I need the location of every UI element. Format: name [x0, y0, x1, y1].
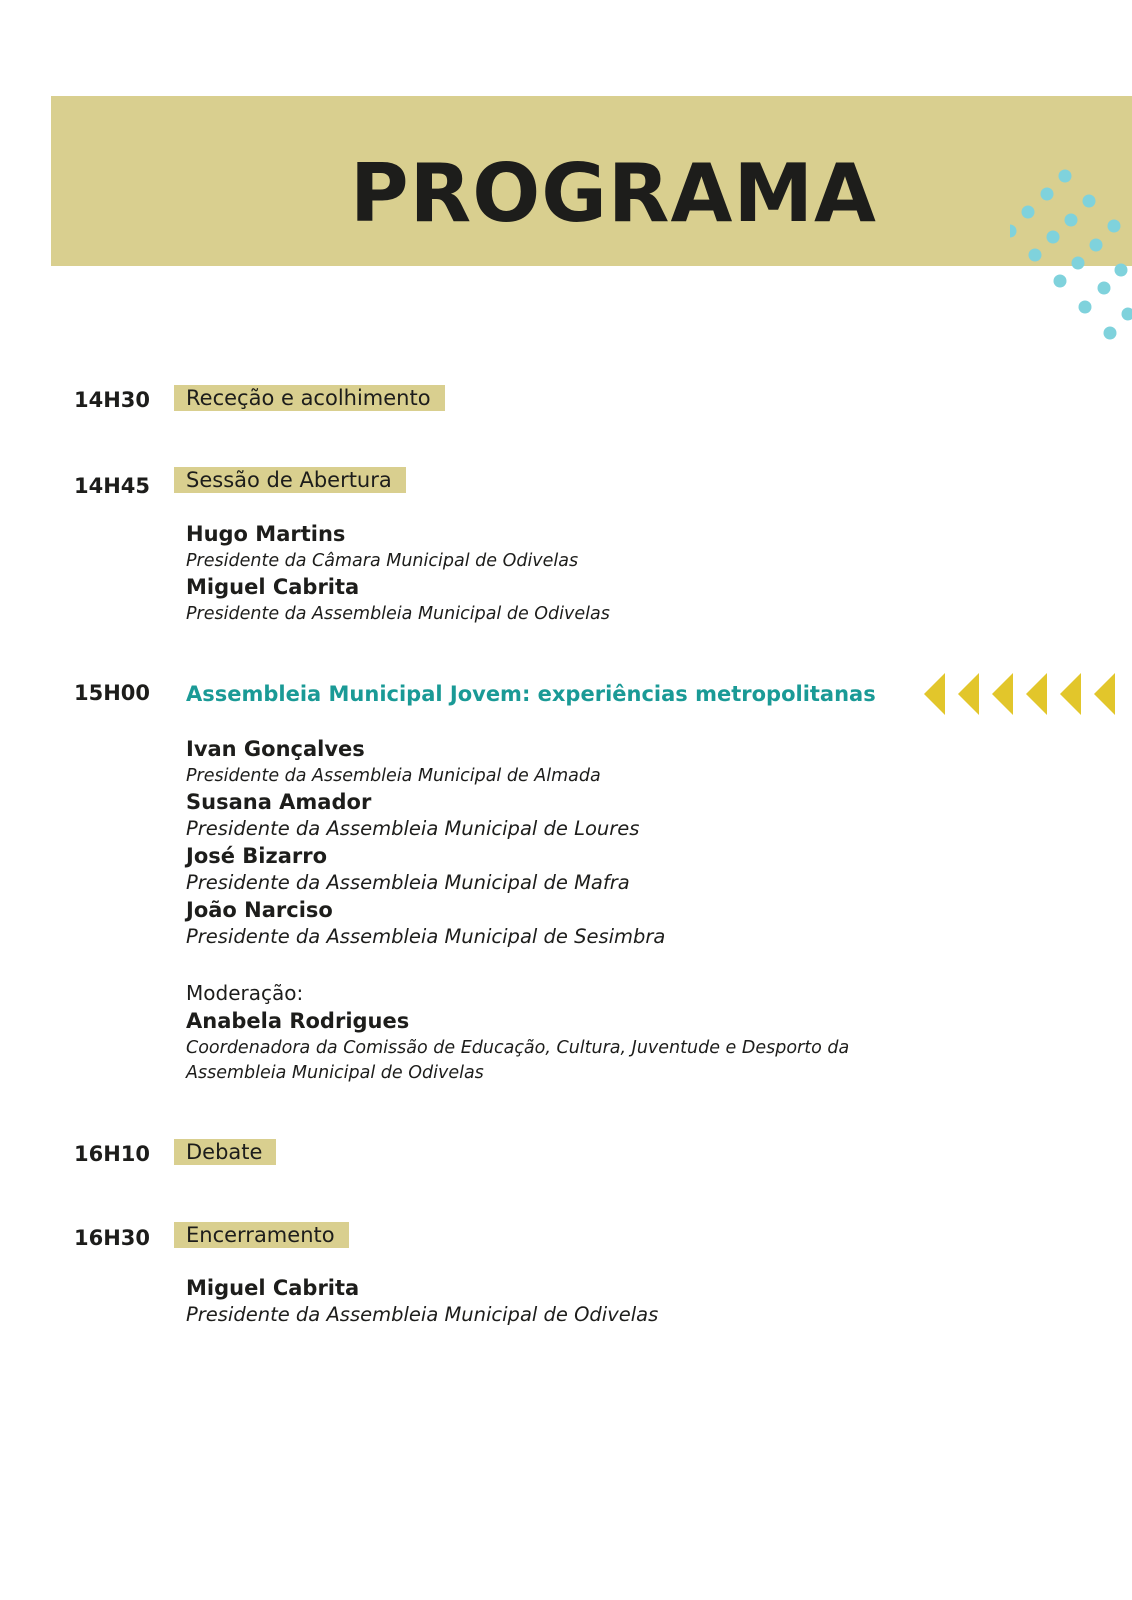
schedule-label: Encerramento [174, 1222, 349, 1248]
speaker-role: Presidente da Assembleia Municipal de Loures [186, 817, 640, 840]
moderator-role: Assembleia Municipal de Odivelas [186, 1063, 484, 1083]
speaker-name: Susana Amador [186, 790, 372, 814]
moderator-name: Anabela Rodrigues [186, 1009, 410, 1033]
schedule-time: 14H45 [73, 474, 150, 498]
speaker-name: Hugo Martins [186, 522, 346, 546]
speaker-role: Presidente da Assembleia Municipal de Sesimbra [186, 925, 666, 948]
moderator-role: Coordenadora da Comissão de Educação, Cultura, Juventude e Desporto da [186, 1038, 850, 1058]
speaker-role: Presidente da Assembleia Municipal de Mafra [186, 871, 630, 894]
speaker-role: Presidente da Assembleia Municipal de Almada [186, 766, 601, 786]
schedule-time: 14H30 [73, 388, 150, 412]
speaker-name: Ivan Gonçalves [186, 737, 365, 761]
header-banner [51, 96, 1132, 266]
speaker-role: Presidente da Assembleia Municipal de Odivelas [186, 604, 610, 624]
speaker-name: João Narciso [186, 898, 333, 922]
page-title: PROGRAMA [350, 147, 877, 240]
schedule-time: 16H10 [73, 1142, 150, 1166]
speaker-role: Presidente da Câmara Municipal de Odivelas [186, 551, 579, 571]
session-title: Assembleia Municipal Jovem: experiências metropolitanas [186, 682, 876, 706]
yellow-left-arrows-icon [924, 672, 1132, 716]
speaker-name: Miguel Cabrita [186, 575, 360, 599]
schedule-time: 15H00 [73, 681, 150, 705]
teal-dot-pattern-icon [1010, 165, 1132, 345]
schedule-label: Debate [174, 1139, 276, 1165]
moderation-label: Moderação: [186, 981, 304, 1005]
speaker-role: Presidente da Assembleia Municipal de Odivelas [186, 1303, 659, 1326]
speaker-name: José Bizarro [186, 844, 328, 868]
schedule-label: Receção e acolhimento [174, 385, 445, 411]
speaker-name: Miguel Cabrita [186, 1276, 360, 1300]
schedule-time: 16H30 [73, 1226, 150, 1250]
schedule-label: Sessão de Abertura [174, 467, 406, 493]
